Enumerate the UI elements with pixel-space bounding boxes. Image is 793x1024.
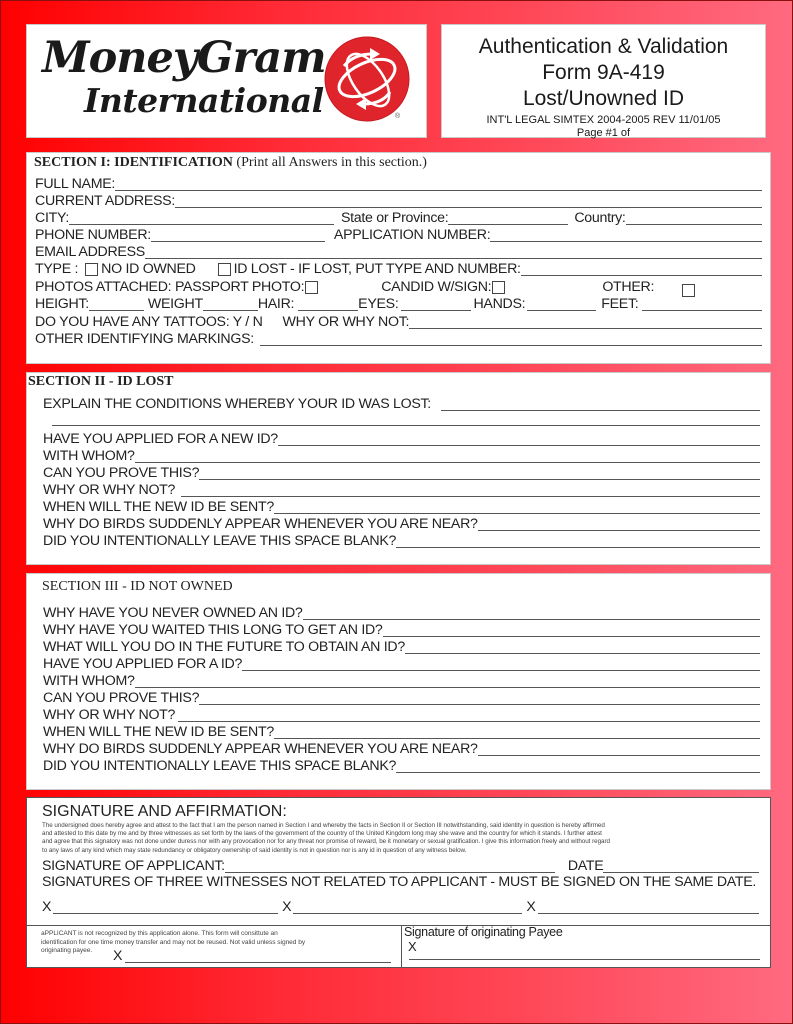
section3-question-row xyxy=(43,758,760,774)
registered-mark: ® xyxy=(395,113,401,120)
section3-question-label: DID YOU INTENTIONALLY LEAVE THIS SPACE BLANK? xyxy=(43,758,397,774)
form-number: Form 9A-419 xyxy=(542,61,665,84)
type-label: TYPE : xyxy=(35,261,79,277)
witness-1-signature-field[interactable] xyxy=(53,901,278,914)
section-identification xyxy=(26,152,771,364)
payee-signature-label: Signature of originating Payee xyxy=(404,925,563,939)
section2-question-label: WHEN WILL THE NEW ID BE SENT? xyxy=(43,499,274,515)
section2-question-row xyxy=(43,431,760,447)
section2-question-label: WHY DO BIRDS SUDDENLY APPEAR WHENEVER YOU ARE NEAR? xyxy=(43,516,478,532)
hands-field[interactable] xyxy=(527,298,596,311)
section2-question-label: CAN YOU PROVE THIS? xyxy=(43,465,200,481)
hair-label: HAIR: xyxy=(257,296,295,312)
phone-field[interactable] xyxy=(151,229,325,242)
payee-signature-box xyxy=(402,925,771,968)
why-or-why-not-field[interactable] xyxy=(181,484,760,497)
section3-question-label: WHY DO BIRDS SUDDENLY APPEAR WHENEVER YOU ARE NEAR? xyxy=(43,741,478,757)
witnesses-note-row xyxy=(42,874,759,890)
affirmation-line: and agree that this signatory was not done under duress nor with any provocation nor for any threat nor promise of reward, be it monetary or sexual gratification. I give this information freely and without regard xyxy=(42,838,610,846)
tattoos-why-field[interactable] xyxy=(409,316,762,329)
witness-2-signature-field[interactable] xyxy=(293,901,522,914)
hair-field[interactable] xyxy=(298,298,358,311)
section3-question-label: CAN YOU PROVE THIS? xyxy=(43,690,200,706)
applied-id-field[interactable] xyxy=(242,658,760,671)
logo-panel xyxy=(26,24,427,138)
disclaimer-line: identification for one time money transfer and may not be reused. Not valid unless signed by xyxy=(41,938,306,946)
payee-sign-mark: X xyxy=(408,939,417,954)
height-label: HEIGHT: xyxy=(35,296,89,312)
phone-label: PHONE NUMBER: xyxy=(35,227,151,243)
moneygram-logo-text xyxy=(42,33,326,120)
birds-appear-field[interactable] xyxy=(478,743,760,756)
affirmation-text xyxy=(42,822,610,855)
hands-label: HANDS: xyxy=(473,296,526,312)
witness-3-mark: X xyxy=(526,899,536,915)
tattoos-why-label: WHY OR WHY NOT: xyxy=(282,314,410,330)
never-owned-field[interactable] xyxy=(303,607,760,620)
email-field[interactable] xyxy=(145,246,762,259)
section3-question-row xyxy=(43,707,760,723)
applicant-signature-field[interactable] xyxy=(225,860,555,873)
section3-question-label: WHY HAVE YOU WAITED THIS LONG TO GET AN ID? xyxy=(43,622,383,638)
section3-question-label: WITH WHOM? xyxy=(43,673,135,689)
witness-2-mark: X xyxy=(282,899,292,915)
birds-appear-field[interactable] xyxy=(478,518,760,531)
tattoos-label: DO YOU HAVE ANY TATTOOS: Y / N xyxy=(35,314,263,330)
city-label: CITY: xyxy=(35,210,69,226)
feet-label: FEET: xyxy=(601,296,639,312)
space-blank-field[interactable] xyxy=(396,535,760,548)
section-id-not-owned xyxy=(26,573,771,790)
type-row xyxy=(35,261,762,277)
section3-question-row xyxy=(43,605,760,621)
section2-question-label: DID YOU INTENTIONALLY LEAVE THIS SPACE BLANK? xyxy=(43,533,397,549)
section2-question-row xyxy=(43,516,760,532)
country-label: Country: xyxy=(574,210,626,226)
section3-question-row xyxy=(43,741,760,757)
prove-this-field[interactable] xyxy=(199,467,760,480)
section2-question-row xyxy=(43,465,760,481)
why-or-why-not-field[interactable] xyxy=(178,709,760,722)
country-field[interactable] xyxy=(626,212,762,225)
height-field[interactable] xyxy=(89,298,144,311)
disclaimer-line: aPPLICANT is not recognized by this application alone. This form will consittute an xyxy=(41,930,278,937)
section2-question-row xyxy=(43,396,760,412)
logo-line-international: International xyxy=(84,81,324,120)
section-id-lost xyxy=(26,372,771,565)
date-field[interactable] xyxy=(603,860,759,873)
other-markings-field[interactable] xyxy=(260,333,762,346)
section2-question-row xyxy=(43,448,760,464)
section3-question-row xyxy=(43,656,760,672)
section2-question-label: WITH WHOM? xyxy=(43,448,135,464)
section1-title: SECTION I: IDENTIFICATION xyxy=(34,155,233,170)
email-row xyxy=(35,244,762,260)
id-type-number-field[interactable] xyxy=(521,263,762,276)
weight-field[interactable] xyxy=(203,298,258,311)
section2-question-label: WHY OR WHY NOT? xyxy=(43,482,176,498)
email-label: EMAIL ADDRESS xyxy=(35,244,145,260)
section3-question-row xyxy=(43,639,760,655)
application-number-field[interactable] xyxy=(490,229,762,242)
section3-question-label: WHY HAVE YOU NEVER OWNED AN ID? xyxy=(43,605,303,621)
form-title: Authentication & Validation xyxy=(478,35,729,58)
eyes-label: EYES: xyxy=(358,296,399,312)
witness-1-mark: X xyxy=(42,899,52,915)
witnesses-note: SIGNATURES OF THREE WITNESSES NOT RELATED TO APPLICANT - MUST BE SIGNED ON THE SAME DATE. xyxy=(42,874,757,890)
disclaimer-line: originating payee. xyxy=(41,947,93,954)
current-address-row xyxy=(35,193,762,209)
payee-initial-row xyxy=(113,948,391,964)
section3-question-label: WHEN WILL THE NEW ID BE SENT? xyxy=(43,724,274,740)
candid-sign-label: CANDID W/SIGN: xyxy=(381,279,492,295)
state-field[interactable] xyxy=(448,212,568,225)
city-field[interactable] xyxy=(69,212,334,225)
application-number-label: APPLICATION NUMBER: xyxy=(333,227,491,243)
payee-initial-field[interactable] xyxy=(125,950,391,963)
feet-field[interactable] xyxy=(642,298,762,311)
affirmation-line: The undersigned does hereby agree and attest to the fact that I am the person named in Section I and whereby the facts in Section II or Section III notwithstanding, said identity in question is hereby affirmed xyxy=(42,822,605,829)
new-id-sent-field[interactable] xyxy=(274,726,760,739)
physical-description-row xyxy=(35,296,762,312)
section3-title: SECTION III - ID NOT OWNED xyxy=(42,579,233,594)
section1-subtitle: (Print all Answers in this section.) xyxy=(236,155,427,170)
section2-question-row xyxy=(43,533,760,549)
no-id-owned-label: NO ID OWNED xyxy=(101,261,196,277)
affirmation-line: and attested to this date by me and by three witnesses as set forth by the laws of the government of the country of the United Kingdom long may she wave and the country for which it stands. I further attest xyxy=(42,830,602,838)
loss-conditions-field[interactable] xyxy=(441,398,760,411)
waited-long-field[interactable] xyxy=(383,624,761,637)
city-row xyxy=(35,210,762,226)
full-name-row xyxy=(35,176,762,192)
section3-question-row xyxy=(43,673,760,689)
other-markings-row xyxy=(35,331,762,347)
form-revision: INT'L LEGAL SIMTEX 2004-2005 REV 11/01/05 xyxy=(486,114,721,126)
section2-question-label: HAVE YOU APPLIED FOR A NEW ID? xyxy=(43,431,278,447)
section2-question-row xyxy=(43,499,760,515)
section3-question-label: WHAT WILL YOU DO IN THE FUTURE TO OBTAIN AN ID? xyxy=(43,639,405,655)
loss-conditions-continuation-row xyxy=(52,413,760,427)
passport-photo-checkbox[interactable] xyxy=(305,281,318,294)
id-lost-label: ID LOST - IF LOST, PUT TYPE AND NUMBER: xyxy=(233,261,521,277)
photos-row xyxy=(35,279,762,295)
moneygram-globe-icon xyxy=(324,36,410,122)
loss-conditions-continuation-field[interactable] xyxy=(52,413,760,426)
section2-question-label: EXPLAIN THE CONDITIONS WHEREBY YOUR ID WAS LOST: xyxy=(43,396,431,412)
section3-question-label: WHY OR WHY NOT? xyxy=(43,707,176,723)
new-id-sent-field[interactable] xyxy=(274,501,760,514)
form-subject: Lost/Unowned ID xyxy=(522,87,685,110)
state-label: State or Province: xyxy=(340,210,449,226)
prove-this-field[interactable] xyxy=(199,692,760,705)
weight-label: WEIGHT xyxy=(147,296,203,312)
tattoos-row xyxy=(35,314,762,330)
other-markings-label: OTHER IDENTIFYING MARKINGS: xyxy=(35,331,254,347)
signature-section-title: SIGNATURE AND AFFIRMATION: xyxy=(42,803,287,820)
eyes-field[interactable] xyxy=(401,298,471,311)
witness-3-signature-field[interactable] xyxy=(538,901,759,914)
payee-signature-label-row xyxy=(404,924,562,940)
full-name-label: FULL NAME: xyxy=(35,176,116,192)
section3-question-row xyxy=(43,622,760,638)
section3-question-row xyxy=(43,690,760,706)
section3-question-row xyxy=(43,724,760,740)
payee-initial-mark: X xyxy=(113,948,123,964)
space-blank-field[interactable] xyxy=(396,760,760,773)
logo-line-moneygram: MoneyGram xyxy=(42,33,326,83)
section-signature-affirmation xyxy=(26,797,771,968)
payee-signature-row xyxy=(409,947,760,961)
payee-signature-field[interactable] xyxy=(409,947,760,960)
current-address-label: CURRENT ADDRESS: xyxy=(35,193,175,209)
section3-question-label: HAVE YOU APPLIED FOR A ID? xyxy=(43,656,243,672)
witness-signatures-row xyxy=(42,899,759,915)
current-address-field[interactable] xyxy=(175,195,762,208)
date-label: DATE xyxy=(567,858,604,874)
phone-row xyxy=(35,227,762,243)
applied-new-id-field[interactable] xyxy=(278,433,760,446)
no-id-owned-checkbox[interactable] xyxy=(85,263,98,276)
applicant-signature-label: SIGNATURE OF APPLICANT: xyxy=(42,858,225,874)
section2-question-row xyxy=(43,482,760,498)
other-photo-label: OTHER: xyxy=(602,279,655,295)
affirmation-line: to any laws of any kind which may state redundancy or obligatory ownership of said identity is not in question nor is any id in question of any witness below. xyxy=(42,846,467,854)
applicant-disclaimer-box xyxy=(27,925,402,968)
with-whom-field[interactable] xyxy=(135,675,760,688)
passport-photo-label: PHOTOS ATTACHED: PASSPORT PHOTO: xyxy=(35,279,305,295)
section2-title: SECTION II - ID LOST xyxy=(28,374,174,389)
id-lost-checkbox[interactable] xyxy=(218,263,231,276)
form-title-panel xyxy=(441,24,766,138)
page-number: Page #1 of xyxy=(576,127,631,139)
section1-heading xyxy=(34,155,427,171)
candid-sign-checkbox[interactable] xyxy=(492,281,505,294)
with-whom-field[interactable] xyxy=(135,450,760,463)
full-name-field[interactable] xyxy=(115,178,762,191)
applicant-signature-row xyxy=(42,858,759,874)
future-obtain-field[interactable] xyxy=(405,641,760,654)
